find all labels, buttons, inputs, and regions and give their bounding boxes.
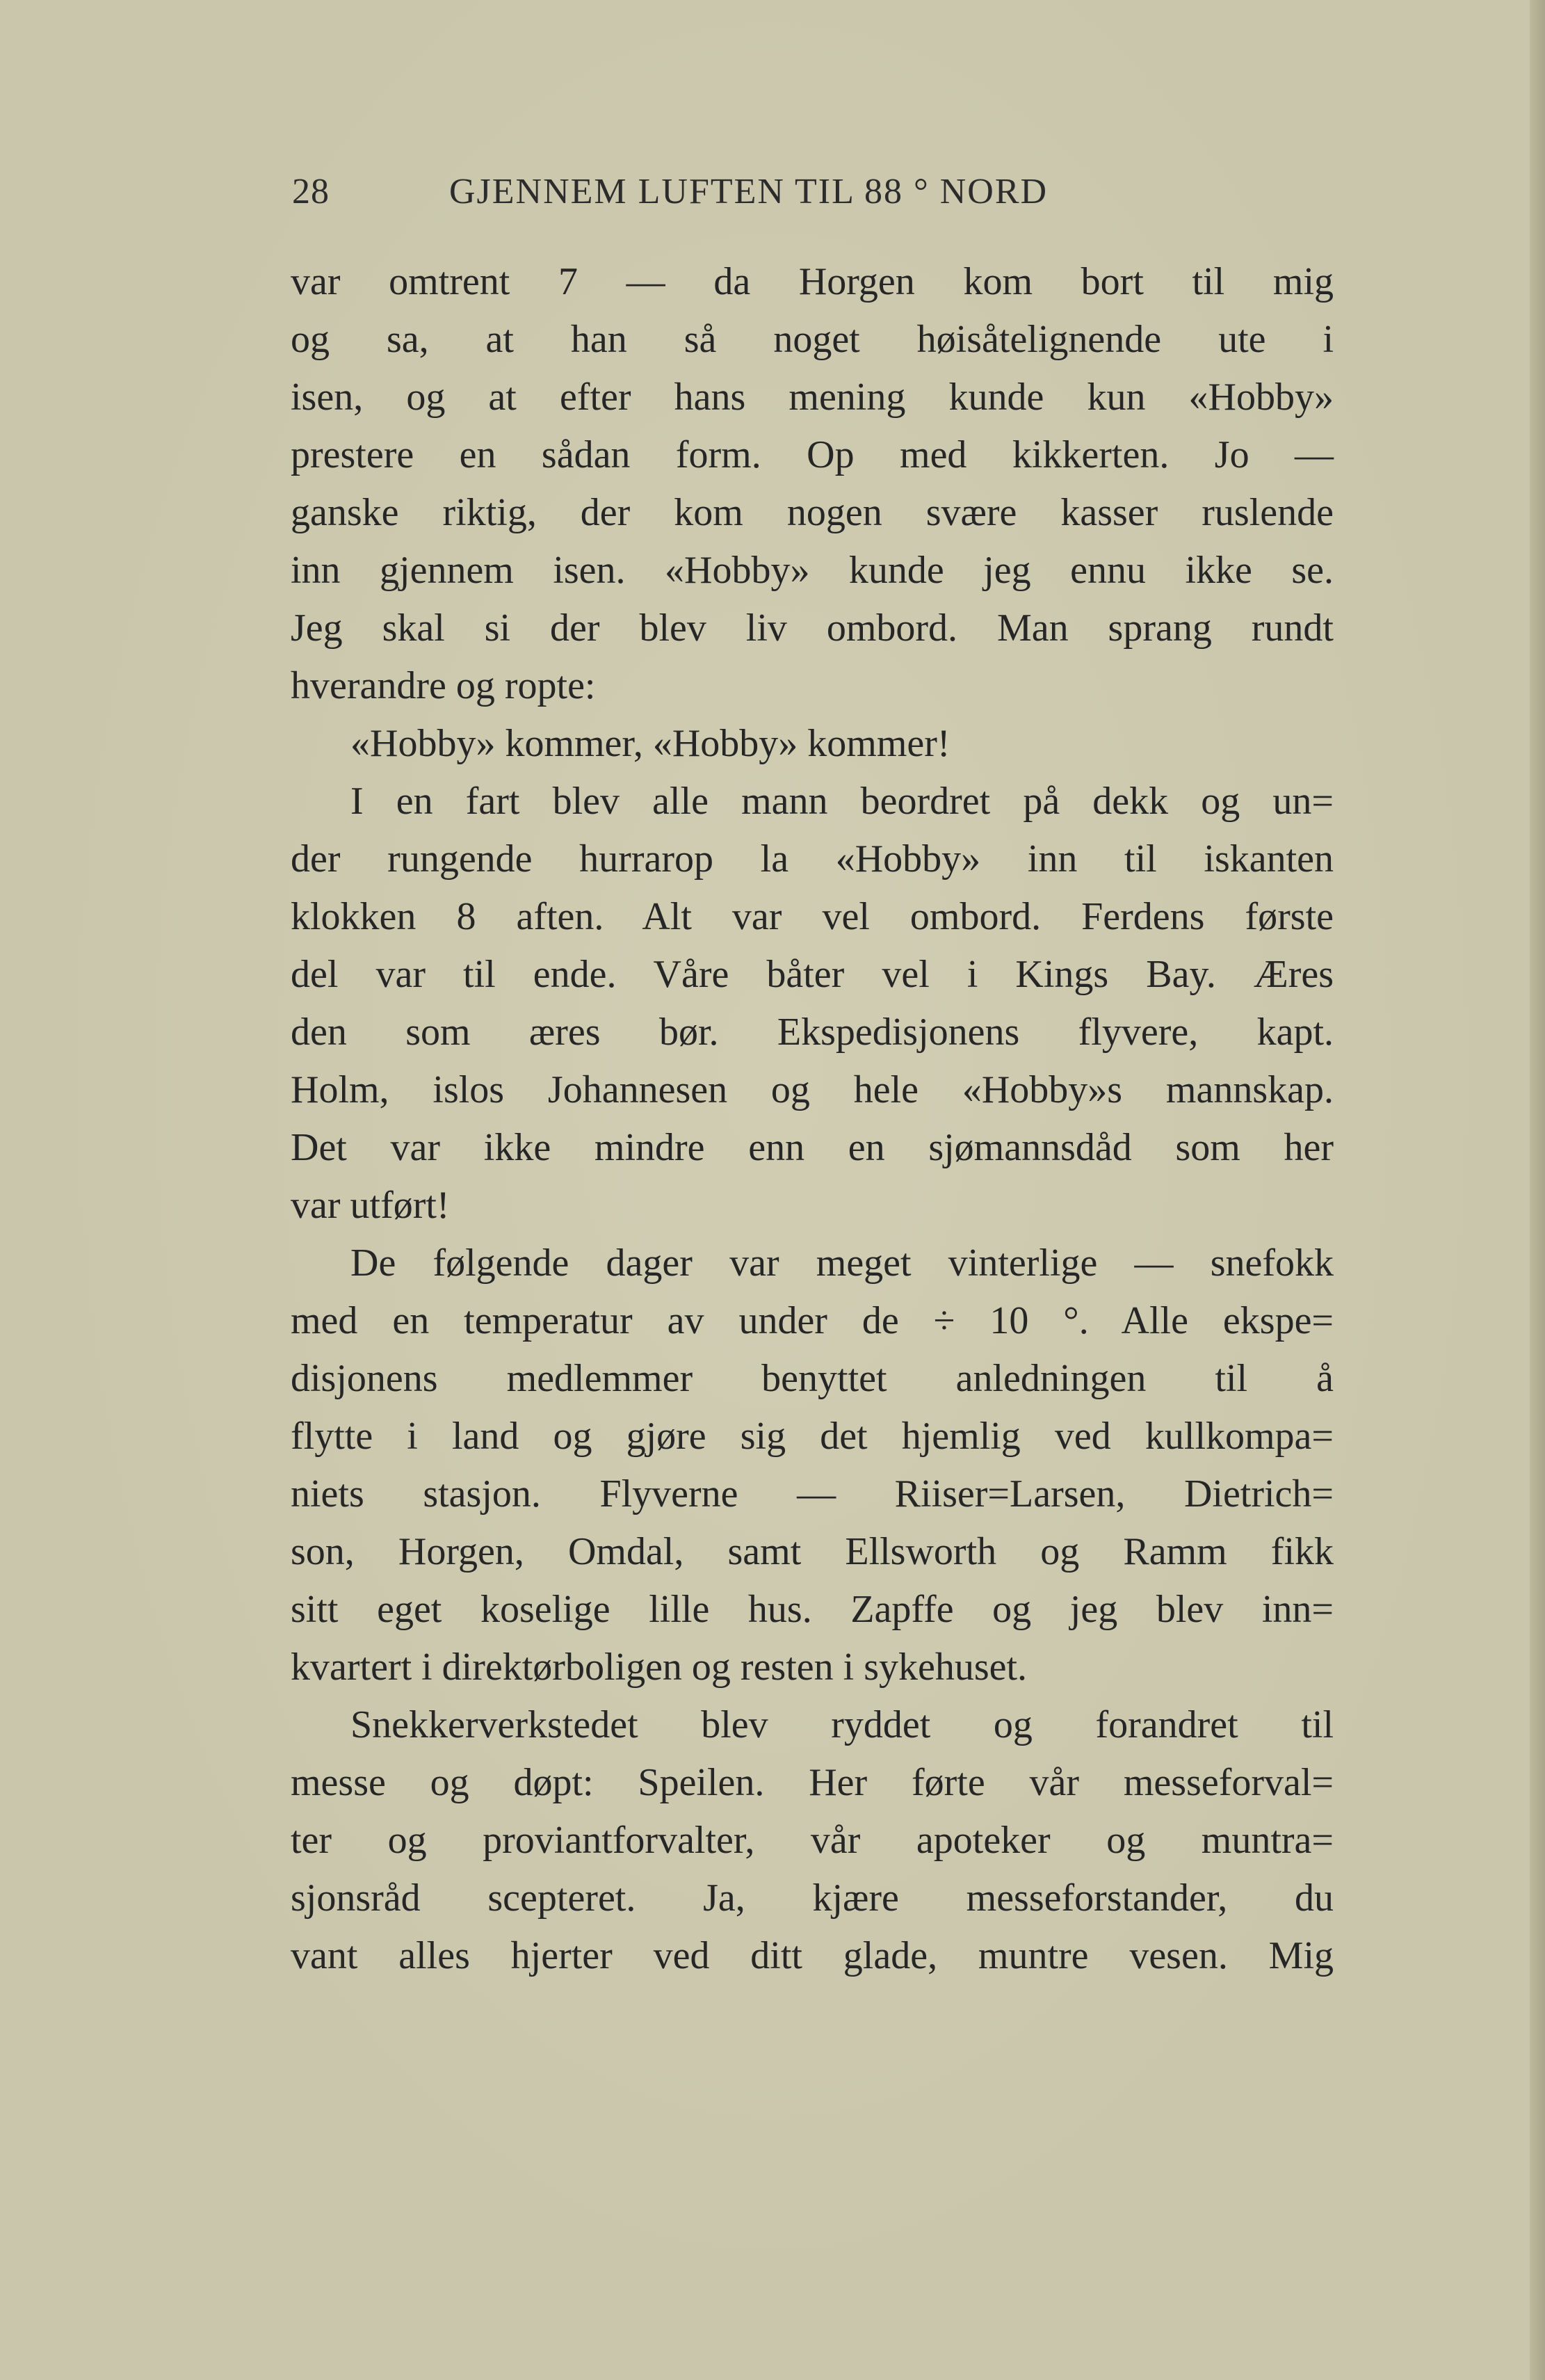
text-line: sjonsråd scepteret. Ja, kjære messeforstander, du — [291, 1876, 1334, 1920]
page-edge-shadow — [1530, 0, 1545, 2380]
text-line: ganske riktig, der kom nogen svære kasser ruslende — [291, 491, 1334, 534]
running-head — [292, 171, 1048, 220]
text-line: med en temperatur av under de ÷ 10 °. Alle ekspe= — [291, 1299, 1334, 1342]
text-line: I en fart blev alle mann beordret på dekk og un= — [350, 780, 1334, 823]
running-title: GJENNEM LUFTEN TIL 88 ° NORD — [449, 172, 1049, 211]
text-line: ter og proviantforvalter, vår apoteker og muntra= — [291, 1819, 1334, 1862]
text-line: Snekkerverkstedet blev ryddet og forandret til — [350, 1703, 1334, 1746]
text-line: der rungende hurrarop la «Hobby» inn til iskanten — [291, 837, 1334, 881]
text-line: messe og døpt: Speilen. Her førte vår messeforval= — [291, 1761, 1334, 1804]
text-line: kvartert i direktørboligen og resten i sykehuset. — [291, 1646, 1028, 1689]
text-line: Jeg skal si der blev liv ombord. Man sprang rundt — [291, 606, 1334, 650]
text-line: klokken 8 aften. Alt var vel ombord. Ferdens første — [291, 895, 1334, 938]
text-line: prestere en sådan form. Op med kikkerten. Jo — — [291, 433, 1334, 476]
text-line: sitt eget koselige lille hus. Zapffe og jeg blev inn= — [291, 1588, 1334, 1631]
text-line: Holm, islos Johannesen og hele «Hobby»s mannskap. — [291, 1068, 1334, 1111]
text-line: isen, og at efter hans mening kunde kun «Hobby» — [291, 376, 1334, 419]
text-line: hverandre og ropte: — [291, 664, 596, 707]
text-line: son, Horgen, Omdal, samt Ellsworth og Ramm fikk — [291, 1530, 1334, 1573]
text-line: flytte i land og gjøre sig det hjemlig ved kullkompa= — [291, 1415, 1334, 1458]
text-line: «Hobby» kommer, «Hobby» kommer! — [350, 722, 951, 765]
text-line: niets stasjon. Flyverne — Riiser=Larsen, Dietrich= — [291, 1472, 1334, 1515]
text-line: vant alles hjerter ved ditt glade, muntre vesen. Mig — [291, 1934, 1334, 1977]
text-line: den som æres bør. Ekspedisjonens flyvere, kapt. — [291, 1011, 1334, 1054]
text-line: inn gjennem isen. «Hobby» kunde jeg ennu ikke se. — [291, 549, 1334, 592]
text-line: De følgende dager var meget vinterlige — snefokk — [350, 1241, 1334, 1285]
text-line: og sa, at han så noget høisåtelignende ute i — [291, 318, 1334, 361]
text-line: var utført! — [291, 1184, 450, 1227]
text-line: Det var ikke mindre enn en sjømannsdåd som her — [291, 1126, 1334, 1169]
body-text — [291, 253, 1334, 1985]
page-number: 28 — [292, 172, 330, 211]
text-line: disjonens medlemmer benyttet anledningen til å — [291, 1357, 1334, 1400]
text-line: var omtrent 7 — da Horgen kom bort til mig — [291, 260, 1334, 303]
text-line: del var til ende. Våre båter vel i Kings Bay. Æres — [291, 953, 1334, 996]
